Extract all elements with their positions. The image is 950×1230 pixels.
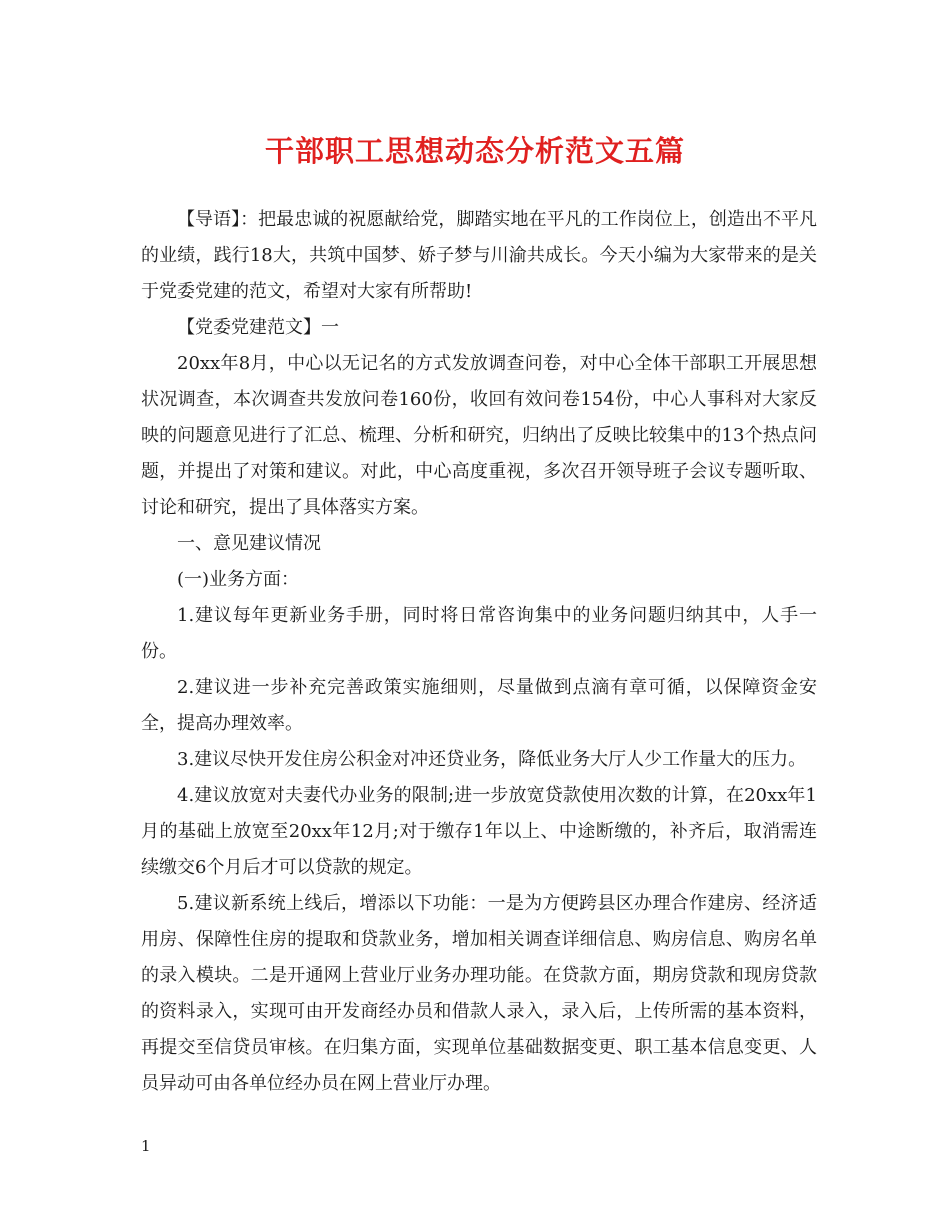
page-title: 干部职工思想动态分析范文五篇 — [264, 134, 685, 168]
survey-paragraph: 20xx年8月，中心以无记名的方式发放调查问卷，对中心全体干部职工开展思想状况调查，本次调查共发放问卷160份，收回有效问卷154份，中心人事科对大家反映的问题意见进行了汇总、梳理、分析和研究，归纳出了反映比较集中的13个热点问题，并提出了对策和建议。对此，中心高度重视，多次召开领导班子会议专题听取、讨论和研究，提出了具体落实方案。 — [141, 353, 817, 518]
suggestion-item-4: 4.建议放宽对夫妻代办业务的限制;进一步放宽贷款使用次数的计算，在20xx年1月的基础上放宽至20xx年12月;对于缴存1年以上、中途断缴的，补齐后，取消需连续缴交6个月后才可以贷款的规定。 — [141, 785, 817, 878]
intro-paragraph: 【导语】：把最忠诚的祝愿献给党，脚踏实地在平凡的工作岗位上，创造出不平凡的业绩，践行18大，共筑中国梦、娇子梦与川渝共成长。今天小编为大家带来的是关于党委党建的范文，希望对大家有所帮助! — [141, 209, 817, 302]
suggestion-item-2: 2.建议进一步补充完善政策实施细则，尽量做到点滴有章可循，以保障资金安全，提高办理效率。 — [141, 677, 817, 734]
page-number: 1 — [141, 1137, 151, 1155]
suggestion-item-3: 3.建议尽快开发住房公积金对冲还贷业务，降低业务大厅人少工作量大的压力。 — [177, 749, 807, 770]
section-heading-opinions: 一、意见建议情况 — [177, 533, 321, 554]
suggestion-item-1: 1.建议每年更新业务手册，同时将日常咨询集中的业务问题归纳其中，人手一份。 — [141, 605, 817, 662]
section-heading-essay-one: 【党委党建范文】一 — [177, 317, 339, 338]
document-body — [141, 202, 817, 1102]
suggestion-item-5: 5.建议新系统上线后，增添以下功能：一是为方便跨县区办理合作建房、经济适用房、保障性住房的提取和贷款业务，增加相关调查详细信息、购房信息、购房名单的录入模块。二是开通网上营业厅业务办理功能。在贷款方面，期房贷款和现房贷款的资料录入，实现可由开发商经办员和借款人录入，录入后，上传所需的基本资料，再提交至信贷员审核。在归集方面，实现单位基础数据变更、职工基本信息变更、人员异动可由各单位经办员在网上营业厅办理。 — [141, 893, 817, 1094]
subheading-business: (一)业务方面： — [177, 569, 300, 590]
